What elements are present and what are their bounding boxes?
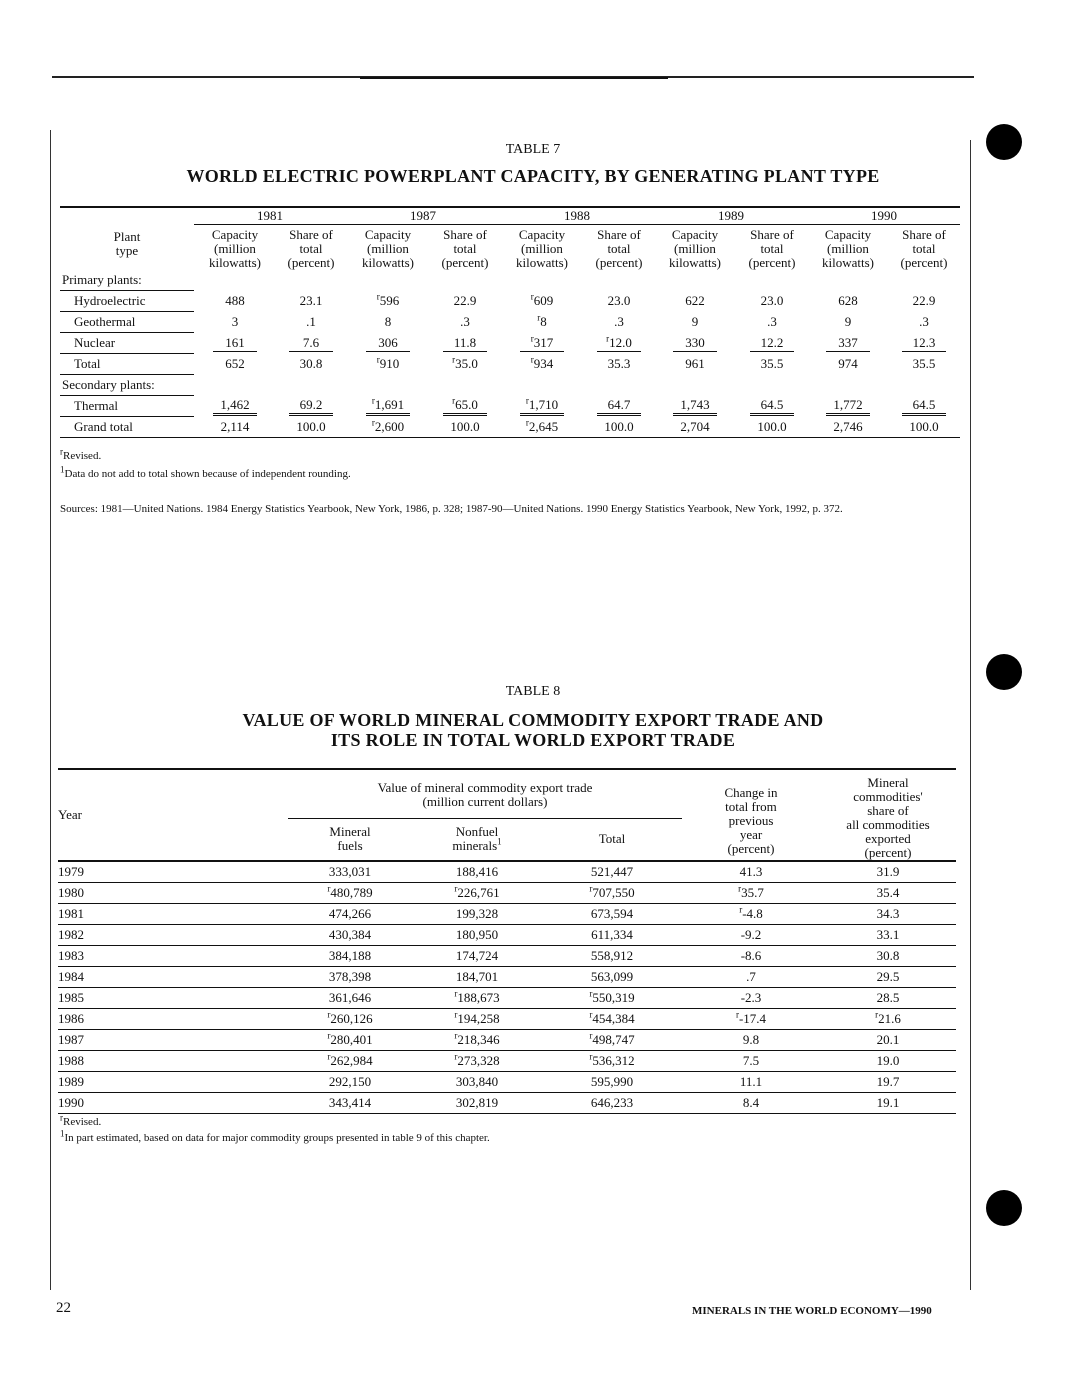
- table-cell: 161: [194, 333, 276, 354]
- table-row: [58, 1072, 956, 1093]
- table-cell: 31.9: [820, 861, 956, 883]
- table-cell: 33.1: [820, 925, 956, 946]
- table-cell: 2,704: [680, 418, 710, 434]
- table-cell: .3: [460, 314, 470, 329]
- table-row: [58, 988, 956, 1009]
- table-row: [58, 1009, 956, 1030]
- table-cell: 563,099: [542, 967, 682, 988]
- table-cell: 22.9: [912, 293, 936, 308]
- table-cell: 11.8: [430, 333, 500, 354]
- share-header: Share of total (percent): [900, 227, 948, 270]
- table-cell: 41.3: [682, 861, 820, 883]
- table-cell: 100.0: [296, 418, 326, 434]
- year-cell: 1981: [58, 904, 288, 925]
- table-cell: .1: [306, 314, 316, 329]
- table-cell: $^r$934: [530, 354, 554, 371]
- table-cell: 384,188: [288, 946, 412, 967]
- table-cell: 974: [838, 356, 858, 371]
- table-cell: 611,334: [542, 925, 682, 946]
- change-header: Change in total from previous year (percent): [724, 785, 778, 856]
- table8-footnote-revised: $^r$Revised.: [60, 1112, 102, 1128]
- table-row: [58, 946, 956, 967]
- table7-footnote-revised: $^r$Revised.: [60, 446, 102, 462]
- table-cell: 9.8: [682, 1030, 820, 1051]
- table-cell: 11.1: [682, 1072, 820, 1093]
- table-row: [60, 417, 960, 438]
- table-row: [60, 354, 960, 375]
- table-cell: $^r$262,984: [288, 1051, 412, 1072]
- table-cell: .3: [919, 314, 929, 329]
- table-cell: 8.4: [682, 1093, 820, 1114]
- table-cell: 2,114: [220, 418, 250, 434]
- table-cell: 303,840: [412, 1072, 542, 1093]
- row-label: Hydroelectric: [60, 291, 194, 312]
- top-rule-accent: [360, 77, 668, 79]
- table-row: [58, 1093, 956, 1114]
- table-cell: 646,233: [542, 1093, 682, 1114]
- table-cell: $^r$273,328: [412, 1051, 542, 1072]
- table8-footnote-1: $^1$In part estimated, based on data for major commodity groups presented in table 9 of this chapter.: [60, 1128, 490, 1144]
- table-cell: 23.1: [299, 293, 323, 308]
- table7-number: TABLE 7: [505, 142, 561, 157]
- table-cell: 19.1: [820, 1093, 956, 1114]
- table-row: [60, 312, 960, 333]
- year-header: 1988: [500, 207, 654, 225]
- table-row: [58, 967, 956, 988]
- table-cell: 292,150: [288, 1072, 412, 1093]
- table-cell: 9: [844, 314, 852, 329]
- year-header: Year: [58, 807, 82, 822]
- table-cell: 961: [685, 356, 705, 371]
- year-cell: 1982: [58, 925, 288, 946]
- table-cell: 333,031: [288, 861, 412, 883]
- table-cell: $^r$2,645: [525, 417, 559, 434]
- table-cell: $^r$707,550: [542, 883, 682, 904]
- table-cell: $^r$218,346: [412, 1030, 542, 1051]
- table-cell: 430,384: [288, 925, 412, 946]
- row-label: Thermal: [60, 396, 194, 417]
- year-cell: 1985: [58, 988, 288, 1009]
- table-cell: 12.3: [888, 333, 960, 354]
- table-cell: 1,462: [194, 396, 276, 417]
- table-cell: 23.0: [760, 293, 784, 308]
- row-label: Geothermal: [60, 312, 194, 333]
- year-cell: 1983: [58, 946, 288, 967]
- table-row: [60, 396, 960, 417]
- table-cell: 19.7: [820, 1072, 956, 1093]
- table-cell: $^r$35.7: [682, 883, 820, 904]
- table-cell: 7.5: [682, 1051, 820, 1072]
- table7-title: WORLD ELECTRIC POWERPLANT CAPACITY, BY GENERATING PLANT TYPE: [186, 166, 880, 186]
- table-cell: 30.8: [299, 356, 323, 371]
- share-header: Share of total (percent): [595, 227, 643, 270]
- table-cell: -2.3: [682, 988, 820, 1009]
- table-cell: 64.5: [888, 396, 960, 417]
- table-cell: 35.5: [912, 356, 936, 371]
- table-cell: 34.3: [820, 904, 956, 925]
- table-cell: 337: [808, 333, 888, 354]
- share-header: Share of total (percent): [287, 227, 335, 270]
- table-cell: 595,990: [542, 1072, 682, 1093]
- nonfuel-header: Nonfuel minerals$^1$: [452, 824, 502, 854]
- table-cell: 100.0: [909, 418, 939, 434]
- table-cell: 521,447: [542, 861, 682, 883]
- capacity-header: Capacity (million kilowatts): [669, 227, 721, 270]
- total-header: Total: [598, 831, 626, 847]
- table-cell: 19.0: [820, 1051, 956, 1072]
- table-cell: 622: [685, 293, 705, 308]
- capacity-header: Capacity (million kilowatts): [362, 227, 414, 270]
- table-cell: $^r$498,747: [542, 1030, 682, 1051]
- punch-hole: [986, 1190, 1022, 1226]
- table-cell: $^r$910: [376, 354, 400, 371]
- table-cell: $^r$65.0: [430, 396, 500, 417]
- table7-footnote-1: $^1$Data do not add to total shown because of independent rounding.: [60, 464, 351, 480]
- table-cell: $^r$260,126: [288, 1009, 412, 1030]
- table-cell: 100.0: [450, 418, 480, 434]
- table-cell: $^r$188,673: [412, 988, 542, 1009]
- table8-title-line2: ITS ROLE IN TOTAL WORLD EXPORT TRADE: [330, 730, 736, 750]
- table-cell: $^r$596: [376, 291, 400, 308]
- table-cell: 306: [346, 333, 430, 354]
- table-cell: 652: [225, 356, 245, 371]
- year-header: 1989: [654, 207, 808, 225]
- table-cell: 184,701: [412, 967, 542, 988]
- table-cell: $^r$-17.4: [682, 1009, 820, 1030]
- share-header: Share of total (percent): [748, 227, 796, 270]
- year-header: 1987: [346, 207, 500, 225]
- table-cell: 302,819: [412, 1093, 542, 1114]
- table-cell: -9.2: [682, 925, 820, 946]
- year-cell: 1986: [58, 1009, 288, 1030]
- table-row: [58, 883, 956, 904]
- share-header: Mineral commodities' share of all commodities exported (percent): [846, 775, 930, 860]
- table-row: [58, 1051, 956, 1072]
- table-cell: $^r$8: [537, 312, 547, 329]
- table-cell: 199,328: [412, 904, 542, 925]
- table-cell: $^r$550,319: [542, 988, 682, 1009]
- table-cell: $^r$1,710: [500, 396, 584, 417]
- table-cell: .7: [682, 967, 820, 988]
- table-cell: 2,746: [833, 418, 863, 434]
- table-cell: 12.2: [736, 333, 808, 354]
- table-cell: 35.3: [607, 356, 631, 371]
- table-cell: $^r$-4.8: [682, 904, 820, 925]
- share-header: Share of total (percent): [441, 227, 489, 270]
- year-cell: 1990: [58, 1093, 288, 1114]
- table-cell: 23.0: [607, 293, 631, 308]
- year-cell: 1988: [58, 1051, 288, 1072]
- capacity-header: Capacity (million kilowatts): [209, 227, 261, 270]
- table-cell: 188,416: [412, 861, 542, 883]
- running-title: MINERALS IN THE WORLD ECONOMY—1990: [692, 1305, 932, 1317]
- table-cell: 100.0: [604, 418, 634, 434]
- row-label: Grand total: [60, 417, 194, 438]
- row-label: Nuclear: [60, 333, 194, 354]
- year-header: 1981: [194, 207, 346, 225]
- year-cell: 1979: [58, 861, 288, 883]
- table-cell: 69.2: [276, 396, 346, 417]
- table-cell: $^r$12.0: [584, 333, 654, 354]
- table-cell: 64.5: [736, 396, 808, 417]
- page-number: 22: [56, 1300, 71, 1316]
- table-row: [60, 291, 960, 312]
- year-cell: 1989: [58, 1072, 288, 1093]
- table-cell: 1,743: [654, 396, 736, 417]
- table-cell: 1,772: [808, 396, 888, 417]
- row-label: Total: [60, 354, 194, 375]
- table-cell: $^r$536,312: [542, 1051, 682, 1072]
- table-cell: $^r$609: [530, 291, 554, 308]
- table-cell: $^r$35.0: [452, 354, 478, 371]
- year-cell: 1980: [58, 883, 288, 904]
- table-cell: 28.5: [820, 988, 956, 1009]
- section-row: [60, 270, 960, 291]
- table8: [58, 768, 956, 1114]
- table-cell: 8: [384, 314, 392, 329]
- group-header: Value of mineral commodity export trade (million current dollars): [288, 769, 682, 818]
- table-cell: .3: [614, 314, 624, 329]
- table-cell: $^r$454,384: [542, 1009, 682, 1030]
- table-cell: 558,912: [542, 946, 682, 967]
- table-cell: 30.8: [820, 946, 956, 967]
- table-cell: $^r$194,258: [412, 1009, 542, 1030]
- table-cell: 3: [231, 314, 239, 329]
- section-row: [60, 375, 960, 396]
- table-cell: $^r$1,691: [346, 396, 430, 417]
- capacity-header: Capacity (million kilowatts): [822, 227, 874, 270]
- table-cell: 22.9: [453, 293, 477, 308]
- table-cell: 673,594: [542, 904, 682, 925]
- table-cell: $^r$280,401: [288, 1030, 412, 1051]
- table-cell: $^r$317: [500, 333, 584, 354]
- table-cell: 100.0: [757, 418, 787, 434]
- table8-number: TABLE 8: [505, 684, 561, 699]
- table8-title-line1: VALUE OF WORLD MINERAL COMMODITY EXPORT TRADE AND: [242, 710, 824, 730]
- table-cell: 378,398: [288, 967, 412, 988]
- section-label: Secondary plants:: [60, 375, 194, 396]
- table-cell: 64.7: [584, 396, 654, 417]
- table-row: [58, 861, 956, 883]
- section-label: Primary plants:: [60, 270, 194, 291]
- table-cell: 35.5: [760, 356, 784, 371]
- table-cell: 474,266: [288, 904, 412, 925]
- year-header: 1990: [808, 207, 960, 225]
- table-cell: 9: [691, 314, 699, 329]
- table-cell: 180,950: [412, 925, 542, 946]
- table-cell: $^r$480,789: [288, 883, 412, 904]
- table-row: [58, 904, 956, 925]
- year-cell: 1987: [58, 1030, 288, 1051]
- table-row: [58, 1030, 956, 1051]
- table-cell: 330: [654, 333, 736, 354]
- table-cell: 29.5: [820, 967, 956, 988]
- mineral-fuels-header: Mineral fuels: [329, 824, 371, 854]
- table7-sources: Sources: 1981—United Nations. 1984 Energy Statistics Yearbook, New York, 1986, p. 328; 1987-90—United Nations. 1990 Energy Statistics Yearbook, New York, 1992, p. 372.: [60, 503, 843, 515]
- table-cell: 343,414: [288, 1093, 412, 1114]
- table-cell: 488: [225, 293, 245, 308]
- plant-type-header: Plant type: [113, 229, 141, 258]
- table-cell: 628: [838, 293, 858, 308]
- table-cell: 174,724: [412, 946, 542, 967]
- table-row: [60, 333, 960, 354]
- table-cell: 35.4: [820, 883, 956, 904]
- table-row: [58, 925, 956, 946]
- table-cell: 7.6: [276, 333, 346, 354]
- year-cell: 1984: [58, 967, 288, 988]
- table-cell: $^r$2,600: [371, 417, 405, 434]
- table-cell: 20.1: [820, 1030, 956, 1051]
- table-cell: .3: [767, 314, 777, 329]
- capacity-header: Capacity (million kilowatts): [516, 227, 568, 270]
- table-cell: $^r$226,761: [412, 883, 542, 904]
- table7: [60, 206, 960, 438]
- table-cell: 361,646: [288, 988, 412, 1009]
- table-cell: -8.6: [682, 946, 820, 967]
- table-cell: $^r$21.6: [820, 1009, 956, 1030]
